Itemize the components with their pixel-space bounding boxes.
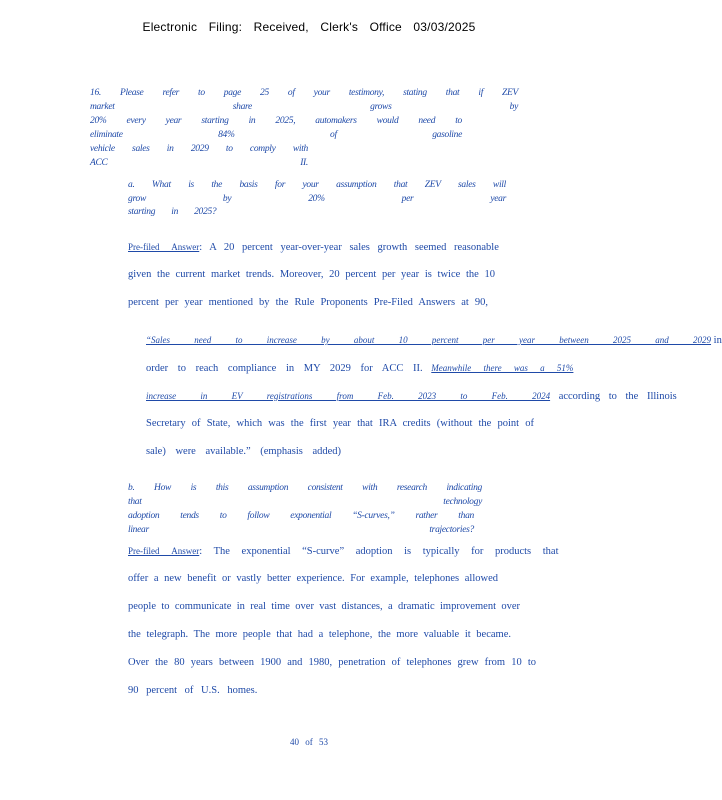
- question-16-line-2: 20% every year starting in 2025, automakers would need to eliminate 84% of gasoline: [90, 116, 462, 140]
- quote-line-1: [146, 333, 722, 348]
- quote-line-3: [146, 389, 677, 404]
- question-b-line-2: adoption tends to follow exponential “S-curves,” rather than linear trajectories?: [128, 511, 474, 535]
- answer-b-line-6: 90 percent of U.S. homes.: [128, 685, 258, 696]
- page-number: 40 of 53: [290, 737, 328, 747]
- answer-b-line-4: the telegraph. The more people that had a telephone, the more valuable it became.: [128, 629, 511, 640]
- answer-b-line-5: Over the 80 years between 1900 and 1980, penetration of telephones grew from 10 to: [128, 657, 536, 668]
- quote-line-1-rest: in: [711, 335, 722, 346]
- quote-line-2-text: order to reach compliance in MY 2029 for ACC II.: [146, 363, 423, 374]
- answer-b-line-2: offer a new benefit or vastly better experience. For example, telephones allowed: [128, 573, 498, 584]
- answer-a-line-3: percent per year mentioned by the Rule Proponents Pre-Filed Answers at 90,: [128, 297, 488, 308]
- answer-a-line-1-text: : A 20 percent year-over-year sales growth seemed reasonable: [199, 242, 499, 253]
- quote-line-2-emphasis: Meanwhile there was a 51%: [431, 363, 574, 373]
- answer-b-line-1-text: : The exponential “S-curve” adoption is typically for products that: [199, 546, 559, 557]
- answer-b-line-1: [128, 544, 559, 559]
- question-16-line-1: 16. Please refer to page 25 of your testimony, stating that if ZEV market share grows by: [90, 88, 518, 112]
- answer-a-label: Pre-filed Answer: [128, 242, 200, 252]
- answer-a-line-2: given the current market trends. Moreover, 20 percent per year is twice the 10: [128, 269, 495, 280]
- answer-b-line-3: people to communicate in real time over vast distances, a dramatic improvement over: [128, 601, 520, 612]
- quote-line-3-emphasis: increase in EV registrations from Feb. 2023 to Feb. 2024: [146, 391, 551, 401]
- quote-line-2: [146, 361, 573, 376]
- question-16-line-3: vehicle sales in 2029 to comply with ACC II.: [90, 144, 308, 168]
- quote-line-3-rest: according to the Illinois: [550, 391, 677, 402]
- question-b-line-1: b. How is this assumption consistent with research indicating that technology: [128, 483, 482, 507]
- question-a-line-2: starting in 2025?: [128, 207, 217, 217]
- answer-b-label: Pre-filed Answer: [128, 546, 200, 556]
- quote-line-1-emphasis: “Sales need to increase by about 10 percent per year between 2025 and 2029: [146, 335, 712, 345]
- filing-stamp-header: Electronic Filing: Received, Clerk's Office 03/03/2025: [142, 20, 476, 34]
- quote-line-4: Secretary of State, which was the first year that IRA credits (without the point of: [146, 418, 534, 429]
- question-a-line-1: a. What is the basis for your assumption that ZEV sales will grow by 20% per year: [128, 180, 506, 204]
- quote-line-5: sale) were available.” (emphasis added): [146, 446, 342, 457]
- answer-a-line-1: [128, 240, 499, 255]
